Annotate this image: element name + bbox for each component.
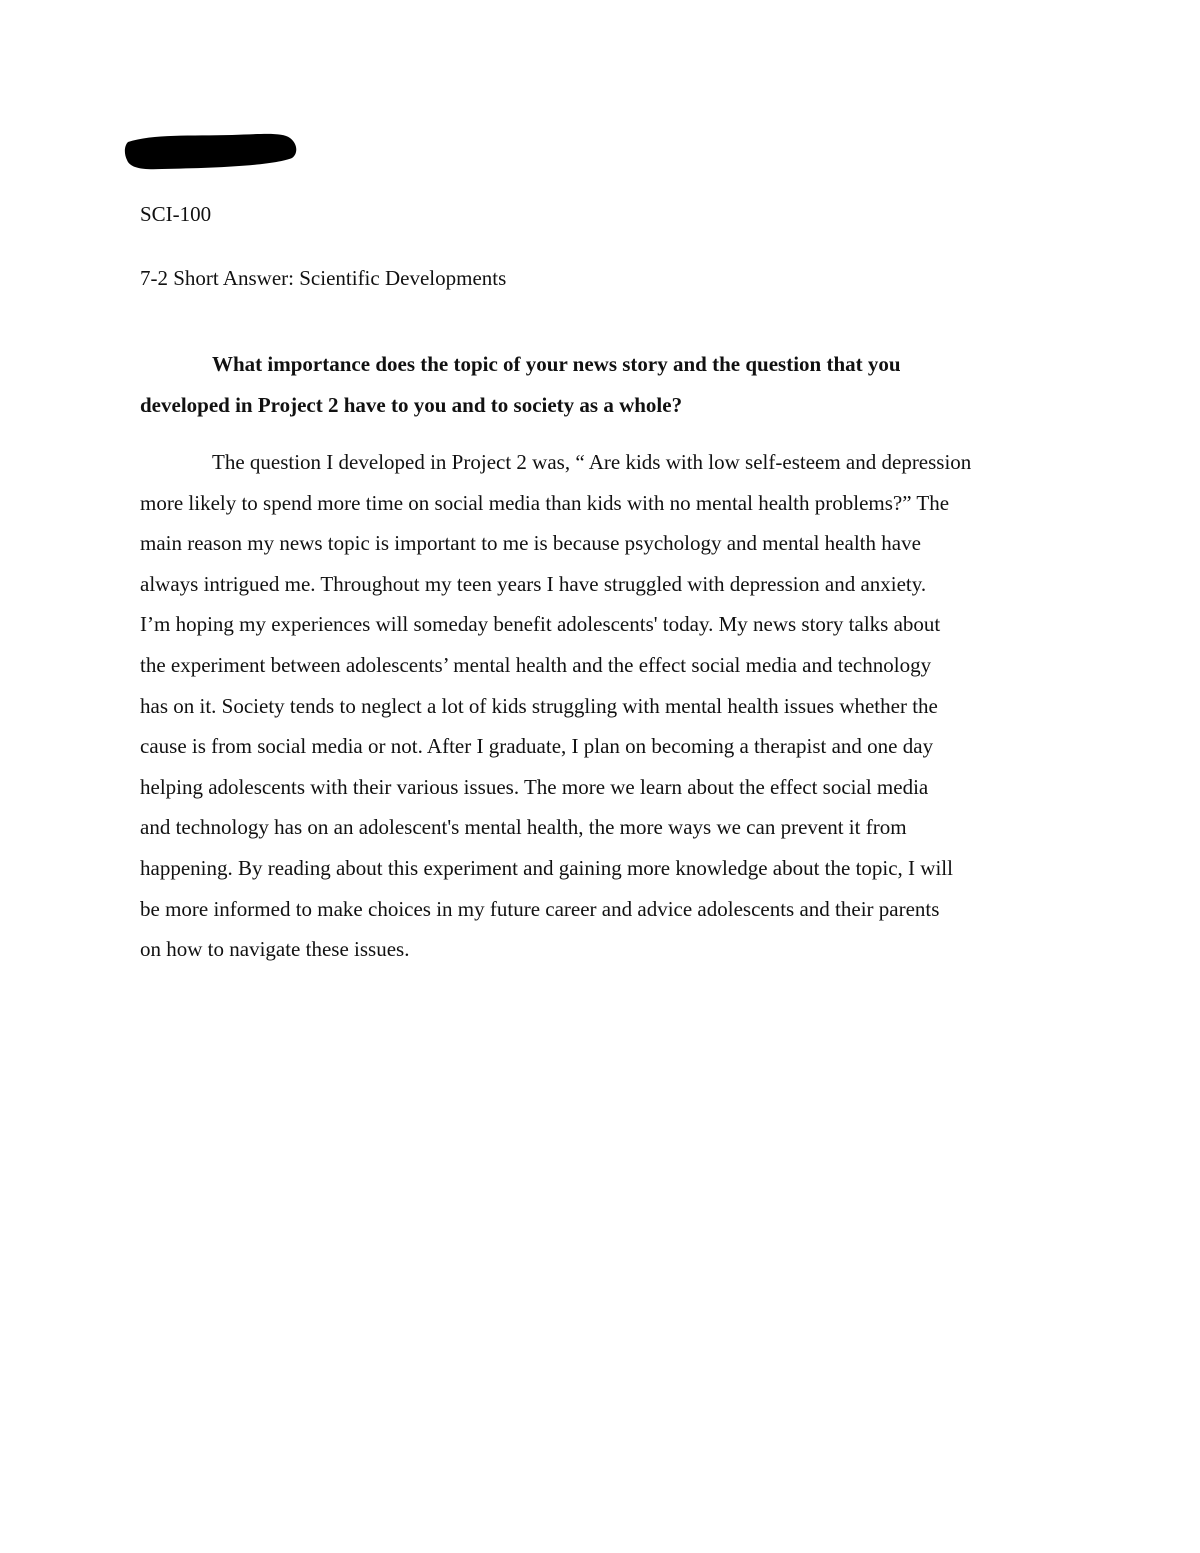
answer-line: helping adolescents with their various issues. The more we learn about the effect social media [140, 774, 929, 799]
answer-line: always intrigued me. Throughout my teen years I have struggled with depression and anxiety. [140, 571, 927, 596]
answer-line: be more informed to make choices in my future career and advice adolescents and their parents [140, 896, 940, 921]
answer-line: The question I developed in Project 2 was, “ Are kids with low self-esteem and depression [212, 450, 972, 474]
answer-line: the experiment between adolescents’ mental health and the effect social media and technology [140, 652, 932, 677]
redacted-name-mark [122, 128, 300, 172]
answer-line: and technology has on an adolescent's mental health, the more ways we can prevent it from [140, 815, 907, 840]
question-line: developed in Project 2 have to you and to society as a whole? [140, 392, 683, 417]
answer-line: on how to navigate these issues. [140, 937, 410, 962]
answer-line: more likely to spend more time on social media than kids with no mental health problems?” The [140, 490, 950, 515]
answer-line: main reason my news topic is important to me is because psychology and mental health have [140, 531, 921, 556]
question-line: What importance does the topic of your news story and the question that you [212, 352, 901, 376]
answer-line: I’m hoping my experiences will someday benefit adolescents' today. My news story talks about [140, 612, 941, 637]
course-code: SCI-100 [140, 202, 212, 226]
answer-line: happening. By reading about this experiment and gaining more knowledge about the topic, I will [140, 855, 953, 880]
answer-line: cause is from social media or not. After I graduate, I plan on becoming a therapist and one day [140, 734, 934, 759]
answer-line: has on it. Society tends to neglect a lot of kids struggling with mental health issues whether the [140, 693, 938, 718]
assignment-title: 7-2 Short Answer: Scientific Developments [140, 266, 507, 290]
question-heading [140, 344, 1065, 425]
answer-paragraph [140, 442, 1065, 970]
